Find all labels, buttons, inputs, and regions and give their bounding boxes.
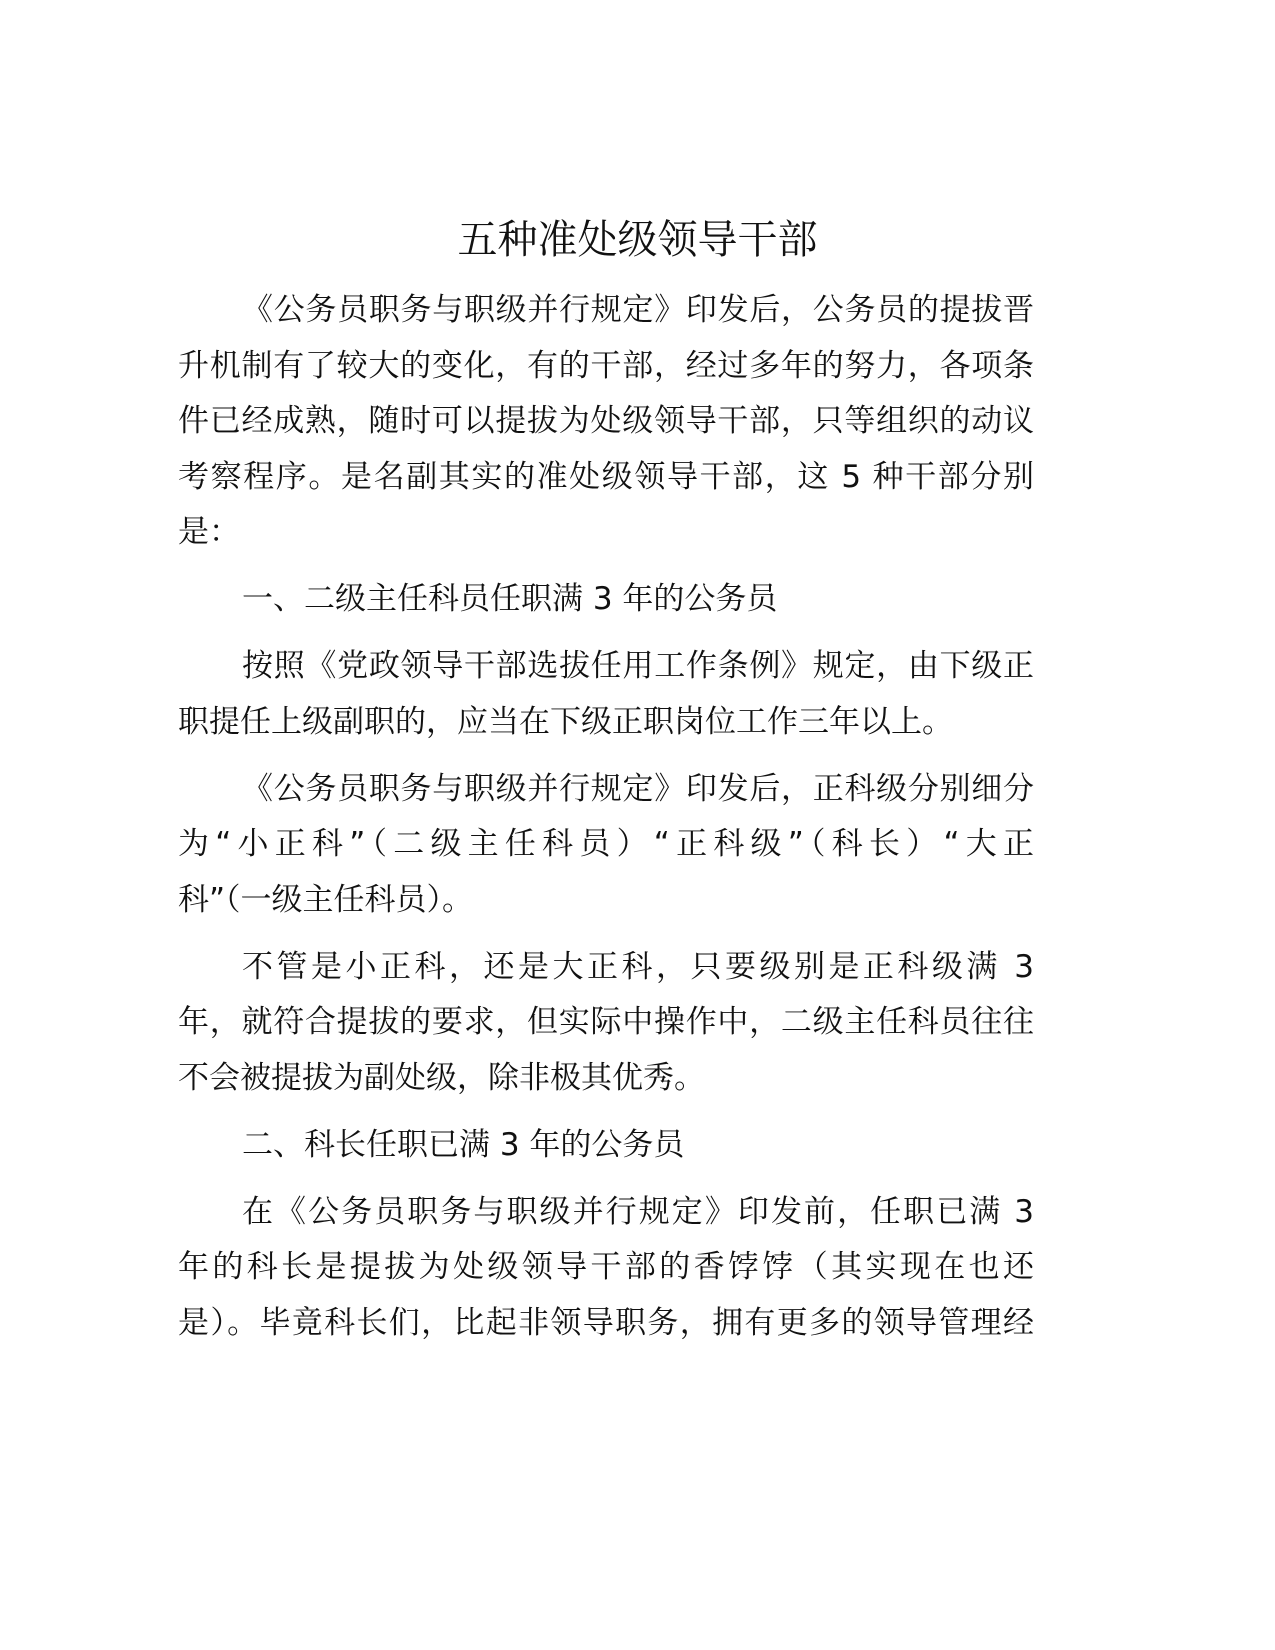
text-line: 《公务员职务与职级并行规定》印发后，公务员的提拔晋 (242, 292, 1034, 328)
text-line: 二、科长任职已满 3 年的公务员 (242, 1126, 685, 1163)
text-line: 在《公务员职务与职级并行规定》印发前，任职已满 3 (242, 1193, 1034, 1230)
text-line: 考察程序。是名副其实的准处级领导干部，这 5 种干部分别 (178, 458, 1034, 495)
text-line: 一、二级主任科员任职满 3 年的公务员 (242, 581, 778, 617)
paragraph (178, 940, 1034, 1107)
text-line: 是）。毕竟科长们，比起非领导职务，拥有更多的领导管理经 (178, 1304, 1034, 1341)
document-body (178, 283, 1034, 1363)
document-title: 五种准处级领导干部 (457, 217, 818, 263)
text-line: 不会被提拔为副处级，除非极其优秀。 (178, 1059, 705, 1096)
text-line: 升机制有了较大的变化，有的干部，经过多年的努力，各项条 (178, 347, 1034, 384)
section-heading (178, 1118, 1034, 1174)
paragraph (178, 639, 1034, 750)
text-line: 年，就符合提拔的要求，但实际中操作中，二级主任科员往往 (178, 1004, 1034, 1040)
text-line: 为“小正科”（二级主任科员）“正科级”（科长）“大正 (178, 826, 1034, 862)
paragraph (178, 762, 1034, 929)
paragraph (178, 1185, 1034, 1352)
text-line: 科”（一级主任科员）。 (178, 881, 474, 918)
text-line: 是： (178, 514, 240, 550)
paragraph (178, 283, 1034, 561)
section-heading (178, 572, 1034, 628)
text-line: 件已经成熟，随时可以提拔为处级领导干部，只等组织的动议 (178, 403, 1034, 439)
text-line: 年的科长是提拔为处级领导干部的香饽饽（其实现在也还 (178, 1249, 1034, 1285)
text-line: 职提任上级副职的，应当在下级正职岗位工作三年以上。 (178, 703, 953, 740)
text-line: 不管是小正科，还是大正科，只要级别是正科级满 3 (242, 948, 1034, 985)
text-line: 按照《党政领导干部选拔任用工作条例》规定，由下级正 (242, 648, 1034, 684)
text-line: 《公务员职务与职级并行规定》印发后，正科级分别细分 (242, 770, 1034, 807)
